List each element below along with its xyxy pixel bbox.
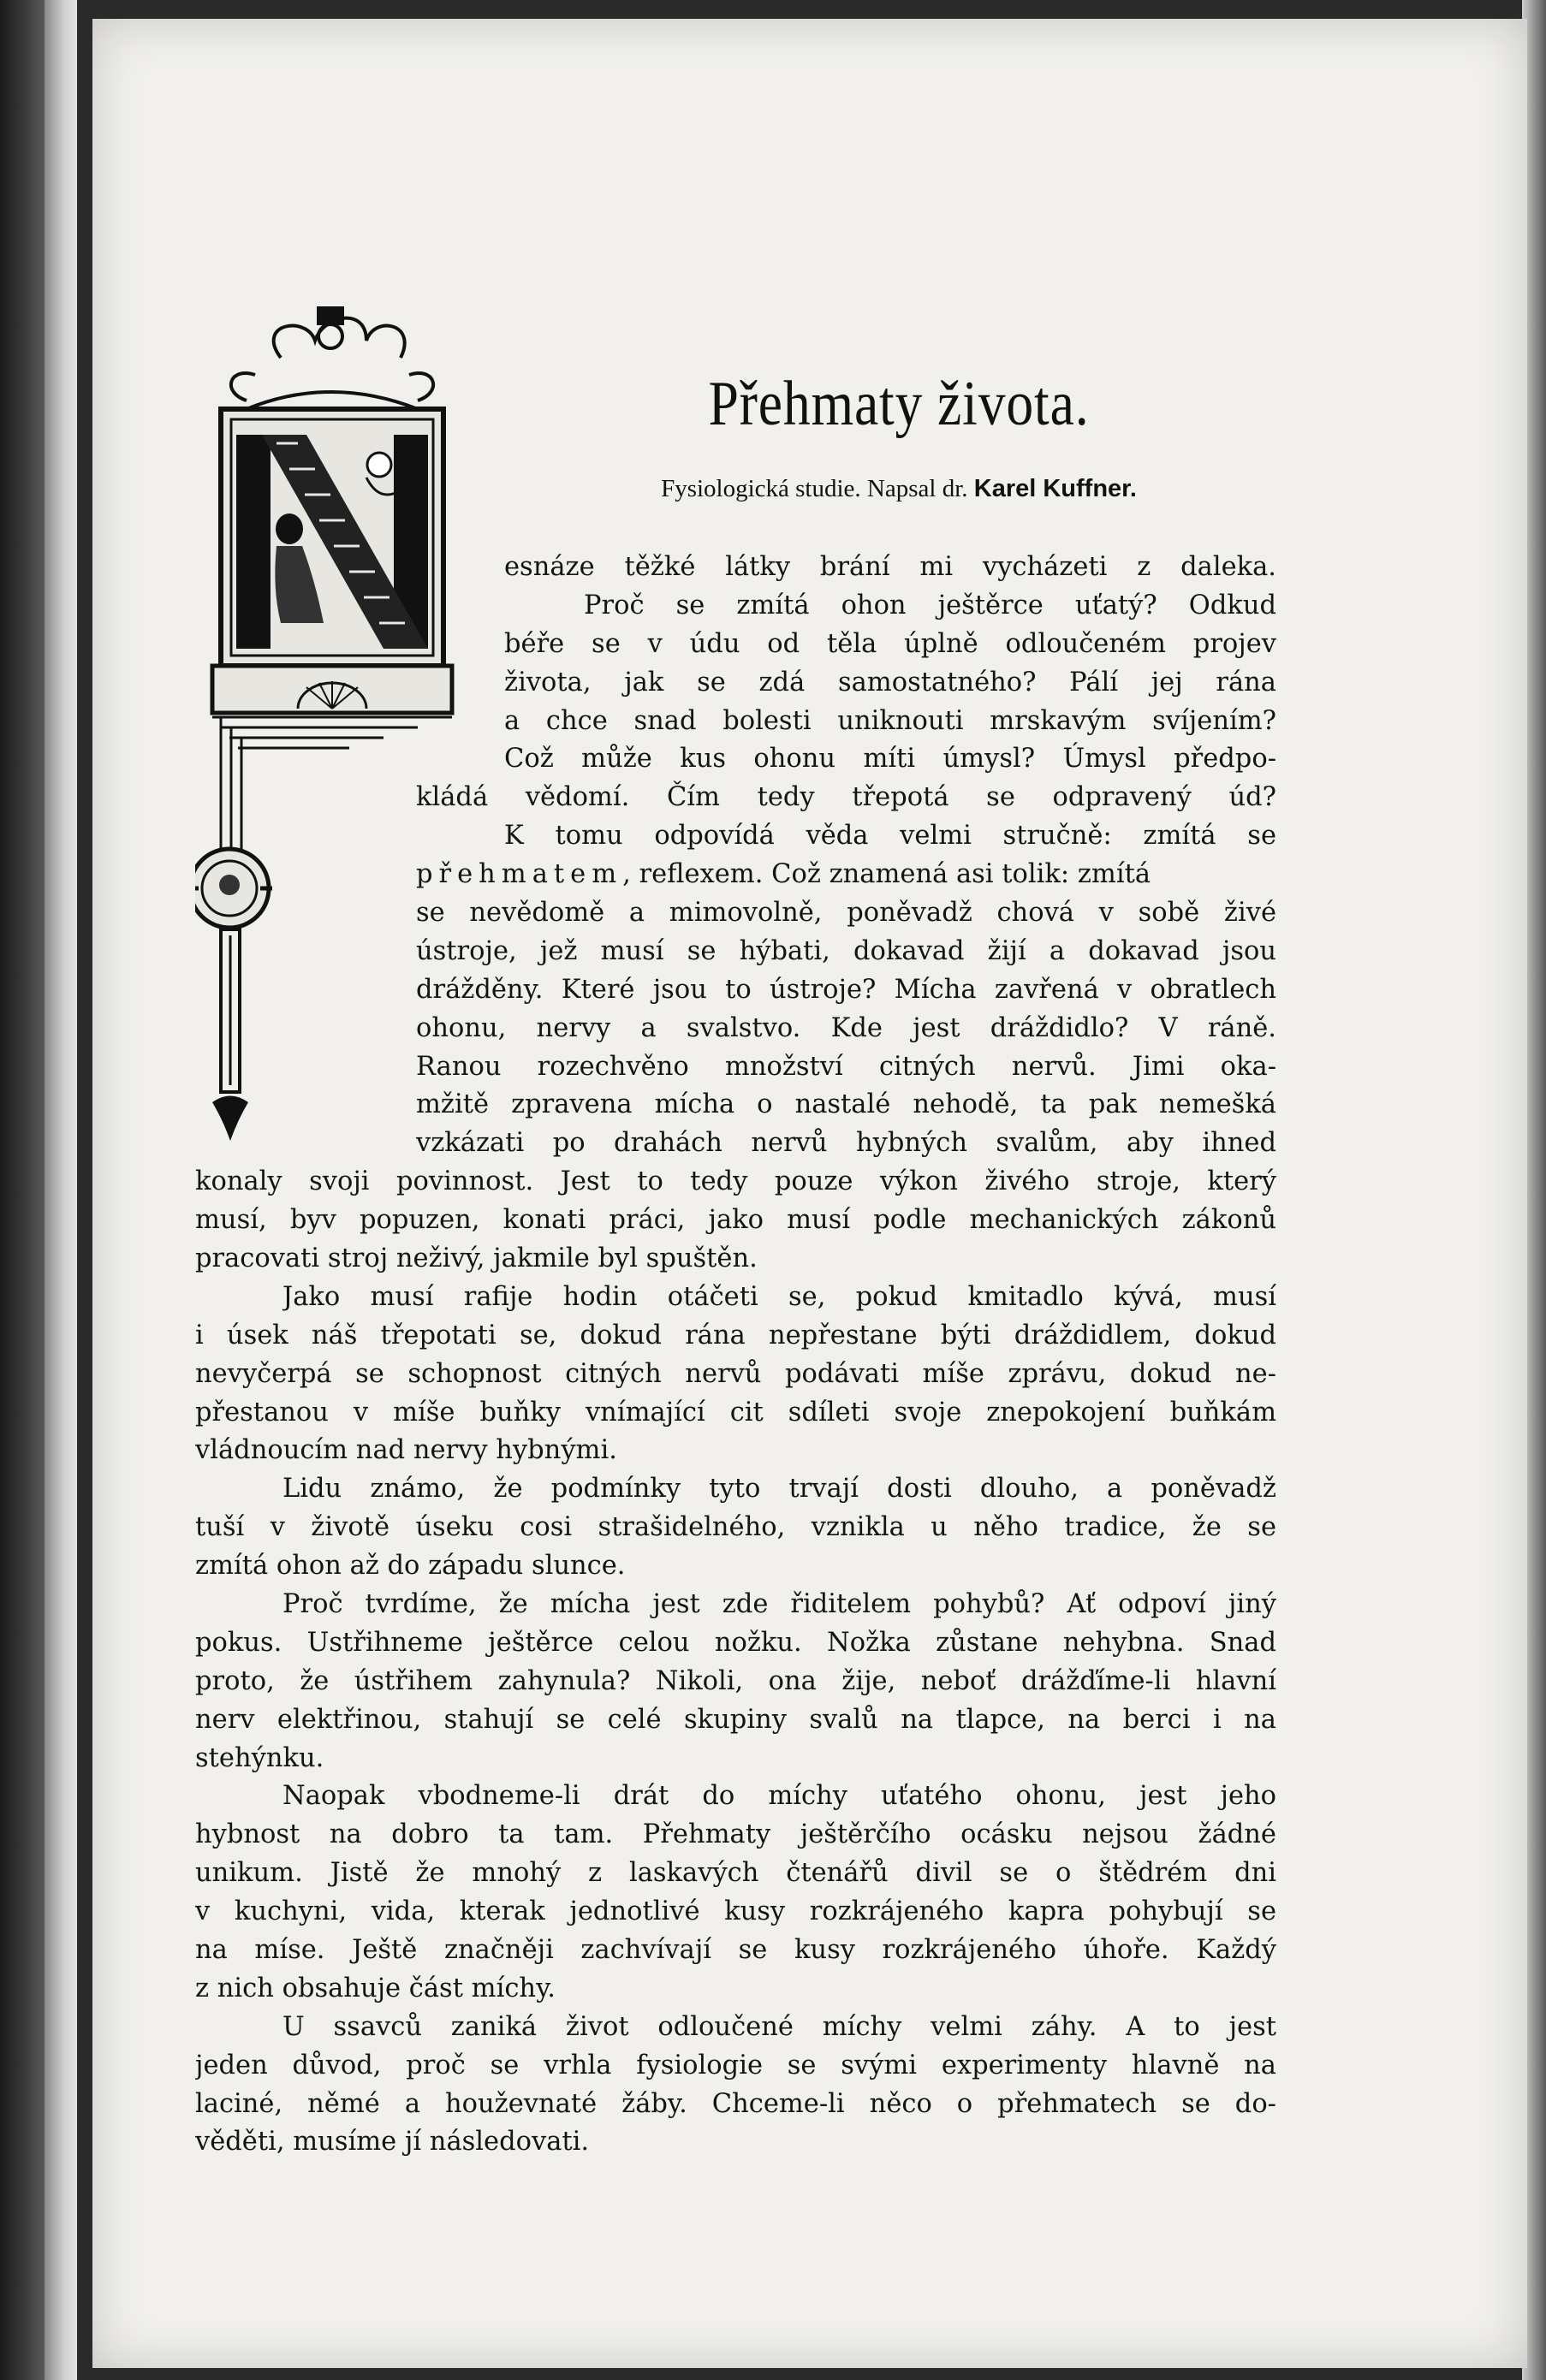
text-line: ústroje, jež musí se hýbati, dokavad žijí a dokavad jsou [416, 936, 1276, 966]
text-line: pokus. Ustřihneme ještěrce celou nožku. Nožka zůstane nehybna. Snad [195, 1628, 1276, 1658]
text-line: esnáze těžké látky brání mi vycházeti z daleka. [504, 552, 1276, 582]
text-line: v kuchyni, vida, kterak jednotlivé kusy rozkrájeného kapra pohybují se [195, 1896, 1276, 1926]
text-line: drážděny. Které jsou to ústroje? Mícha zavřená v obratlech [416, 975, 1276, 1005]
text-line: béře se v údu od těla úplně odloučeném projev [504, 629, 1276, 659]
text-line: na míse. Ještě značněji zachvívají se kusy rozkrájeného úhoře. Každý [195, 1935, 1276, 1965]
text-line: unikum. Jistě že mnohý z laskavých čtenářů divil se o štědrém dni [195, 1858, 1276, 1888]
text-line: tuší v životě úseku cosi strašidelného, vznikla u něho tradice, že se [195, 1512, 1276, 1542]
text-line: přestanou v míše buňky vnímající cit sdíleti svoje znepokojení buňkám [195, 1398, 1276, 1427]
text-line: života, jak se zdá samostatného? Pálí jej rána [504, 668, 1276, 697]
subtitle-prefix: Fysiologická studie. Napsal dr. [661, 475, 968, 502]
text-line: se nevědomě a mimovolně, poněvadž chová v sobě živé [416, 898, 1276, 928]
text-line: K tomu odpovídá věda velmi stručně: zmítá se [504, 821, 1276, 851]
text-line: Proč tvrdíme, že mícha jest zde řiditelem pohybů? Ať odpoví jiný [282, 1589, 1276, 1619]
text-line: U ssavců zaniká život odloučené míchy velmi záhy. A to jest [282, 2012, 1276, 2042]
article-author: Karel Kuffner. [973, 475, 1137, 502]
text-line [416, 858, 1276, 892]
text-line: Jako musí rafije hodin otáčeti se, pokud kmitadlo kývá, musí [282, 1282, 1276, 1312]
text-line: ohonu, nervy a svalstvo. Kde jest dráždidlo? V ráně. [416, 1013, 1276, 1043]
text-line: Proč se zmítá ohon ještěrce uťatý? Odkud [584, 591, 1276, 620]
scan-margin-left [0, 0, 45, 2380]
text-line: jeden důvod, proč se vrhla fysiologie se svými experimenty hlavně na [195, 2051, 1276, 2080]
scan-strip [45, 0, 77, 2380]
text-line: vládnoucím nad nervy hybnými. [195, 1435, 617, 1465]
article-subtitle [514, 475, 1284, 503]
text-line-rest: , reflexem. Což znamená asi tolik: zmítá [622, 859, 1151, 889]
text-line: nerv elektřinou, stahují se celé skupiny svalů na tlapce, na berci i na [195, 1705, 1276, 1735]
text-line: Lidu známo, že podmínky tyto trvají dosti dlouho, a poněvadž [282, 1474, 1276, 1504]
text-line: z nich obsahuje část míchy. [195, 1973, 556, 2003]
text-line: pracovati stroj neživý, jakmile byl spuštěn. [195, 1243, 758, 1273]
text-line: musí, byv popuzen, konati práci, jako musí podle mechanických zákonů [195, 1205, 1276, 1235]
text-line: nevyčerpá se schopnost citných nervů podávati míše zprávu, dokud ne- [195, 1359, 1276, 1389]
text-line: proto, že ústřihem zahynula? Nikoli, ona žije, neboť drážďíme-li hlavní [195, 1666, 1276, 1696]
text-line: a chce snad bolesti uniknouti mrskavým svíjením? [504, 706, 1276, 736]
text-line: mžitě zpravena mícha o nastalé nehodě, ta pak nemešká [416, 1089, 1276, 1119]
text-line: věděti, musíme jí následovati. [195, 2127, 590, 2157]
text-line: kládá vědomí. Čím tedy třepotá se odpravený úd? [416, 782, 1276, 812]
text-line: Naopak vbodneme-li drát do míchy uťatého ohonu, jest jeho [282, 1781, 1276, 1811]
text-line: zmítá ohon až do západu slunce. [195, 1551, 626, 1581]
text-line: Což může kus ohonu míti úmysl? Úmysl předpo- [504, 744, 1276, 774]
text-line: konaly svoji povinnost. Jest to tedy pouze výkon živého stroje, který [195, 1166, 1276, 1196]
text-line: hybnost na dobro ta tam. Přehmaty ještěrčího ocásku nejsou žádné [195, 1819, 1276, 1849]
text-line: stehýnku. [195, 1743, 324, 1773]
text-line: i úsek náš třepotati se, dokud rána nepřestane býti dráždidlem, dokud [195, 1321, 1276, 1350]
emphasis-word: přehmatem [416, 859, 623, 889]
text-line: vzkázati po drahách nervů hybných svalům, aby ihned [416, 1128, 1276, 1158]
article-title: Přehmaty života. [708, 369, 1090, 439]
text-line: laciné, němé a houževnaté žáby. Chceme-li něco o přehmatech se do- [195, 2089, 1276, 2119]
text-line: Ranou rozechvěno množství citných nervů. Jimi oka- [416, 1052, 1276, 1082]
